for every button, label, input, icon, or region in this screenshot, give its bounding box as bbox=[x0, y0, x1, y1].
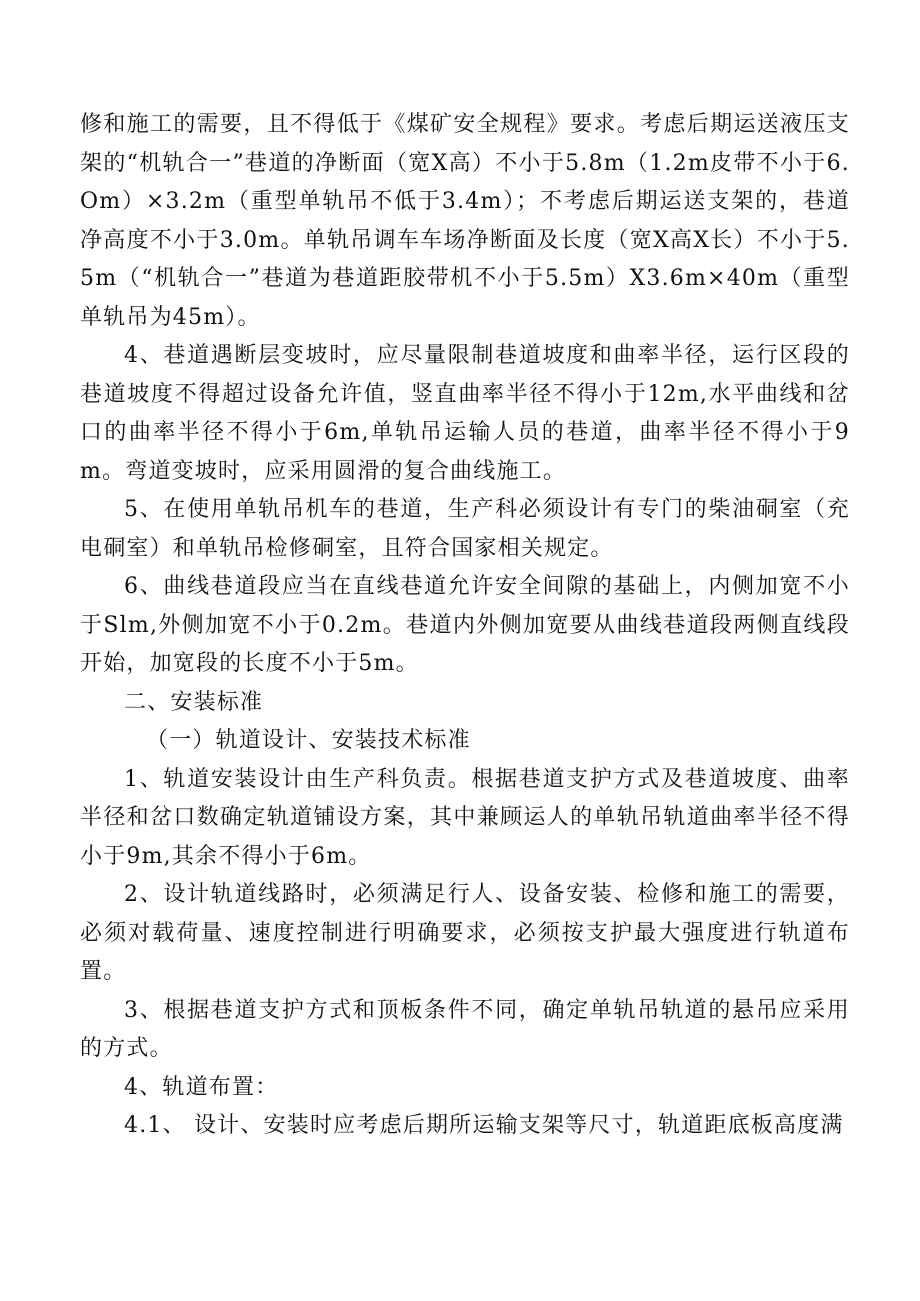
paragraph-continuation: 修和施工的需要，且不得低于《煤矿安全规程》要求。考虑后期运送液压支架的“机轨合一”巷道的净断面（宽X高）不小于5.8m（1.2m皮带不小于6.Om）×3.2m（重型单轨吊不低于3.4m）；不考虑后期运送支架的，巷道净高度不小于3.0m。单轨吊调车车场净断面及长度（宽X高X长）不小于5.5m（“机轨合一”巷道为巷道距胶带机不小于5.5m）X3.6m×40m（重型单轨吊为45m）。 bbox=[80, 112, 850, 330]
subsection-heading: （一）轨道设计、安装技术标准 bbox=[146, 728, 471, 753]
paragraph-track-item-1: 1、轨道安装设计由生产科负责。根据巷道支护方式及巷道坡度、曲率半径和岔口数确定轨道铺设方案，其中兼顾运人的单轨吊轨道曲率半径不得小于9m,其余不得小于6m。 bbox=[80, 766, 850, 869]
document-page bbox=[80, 106, 850, 1146]
paragraph-item-4: 4、巷道遇断层变坡时，应尽量限制巷道坡度和曲率半径，运行区段的巷道坡度不得超过设备允许值，竖直曲率半径不得小于12m,水平曲线和岔口的曲率半径不得小于6m,单轨吊运输人员的巷道，曲率半径不得小于9m。弯道变坡时，应采用圆滑的复合曲线施工。 bbox=[80, 343, 850, 484]
paragraph-item-6: 6、曲线巷道段应当在直线巷道允许安全间隙的基础上，内侧加宽不小于Slm,外侧加宽不小于0.2m。巷道内外侧加宽要从曲线巷道段两侧直线段开始，加宽段的长度不小于5m。 bbox=[80, 574, 850, 676]
paragraph-track-item-2: 2、设计轨道线路时，必须满足行人、设备安装、检修和施工的需要，必须对载荷量、速度控制进行明确要求，必须按支护最大强度进行轨道布置。 bbox=[80, 882, 850, 984]
paragraph-track-item-4-1: 4.1、 设计、安装时应考虑后期所运输支架等尺寸，轨道距底板高度满 bbox=[124, 1113, 844, 1138]
paragraph-track-item-3: 3、根据巷道支护方式和顶板条件不同，确定单轨吊轨道的悬吊应采用的方式。 bbox=[80, 997, 850, 1061]
paragraph-item-5: 5、在使用单轨吊机车的巷道，生产科必须设计有专门的柴油硐室（充电硐室）和单轨吊检修硐室，且符合国家相关规定。 bbox=[80, 497, 850, 561]
paragraph-track-item-4: 4、轨道布置： bbox=[124, 1074, 279, 1100]
section-heading: 二、安装标准 bbox=[124, 689, 264, 715]
